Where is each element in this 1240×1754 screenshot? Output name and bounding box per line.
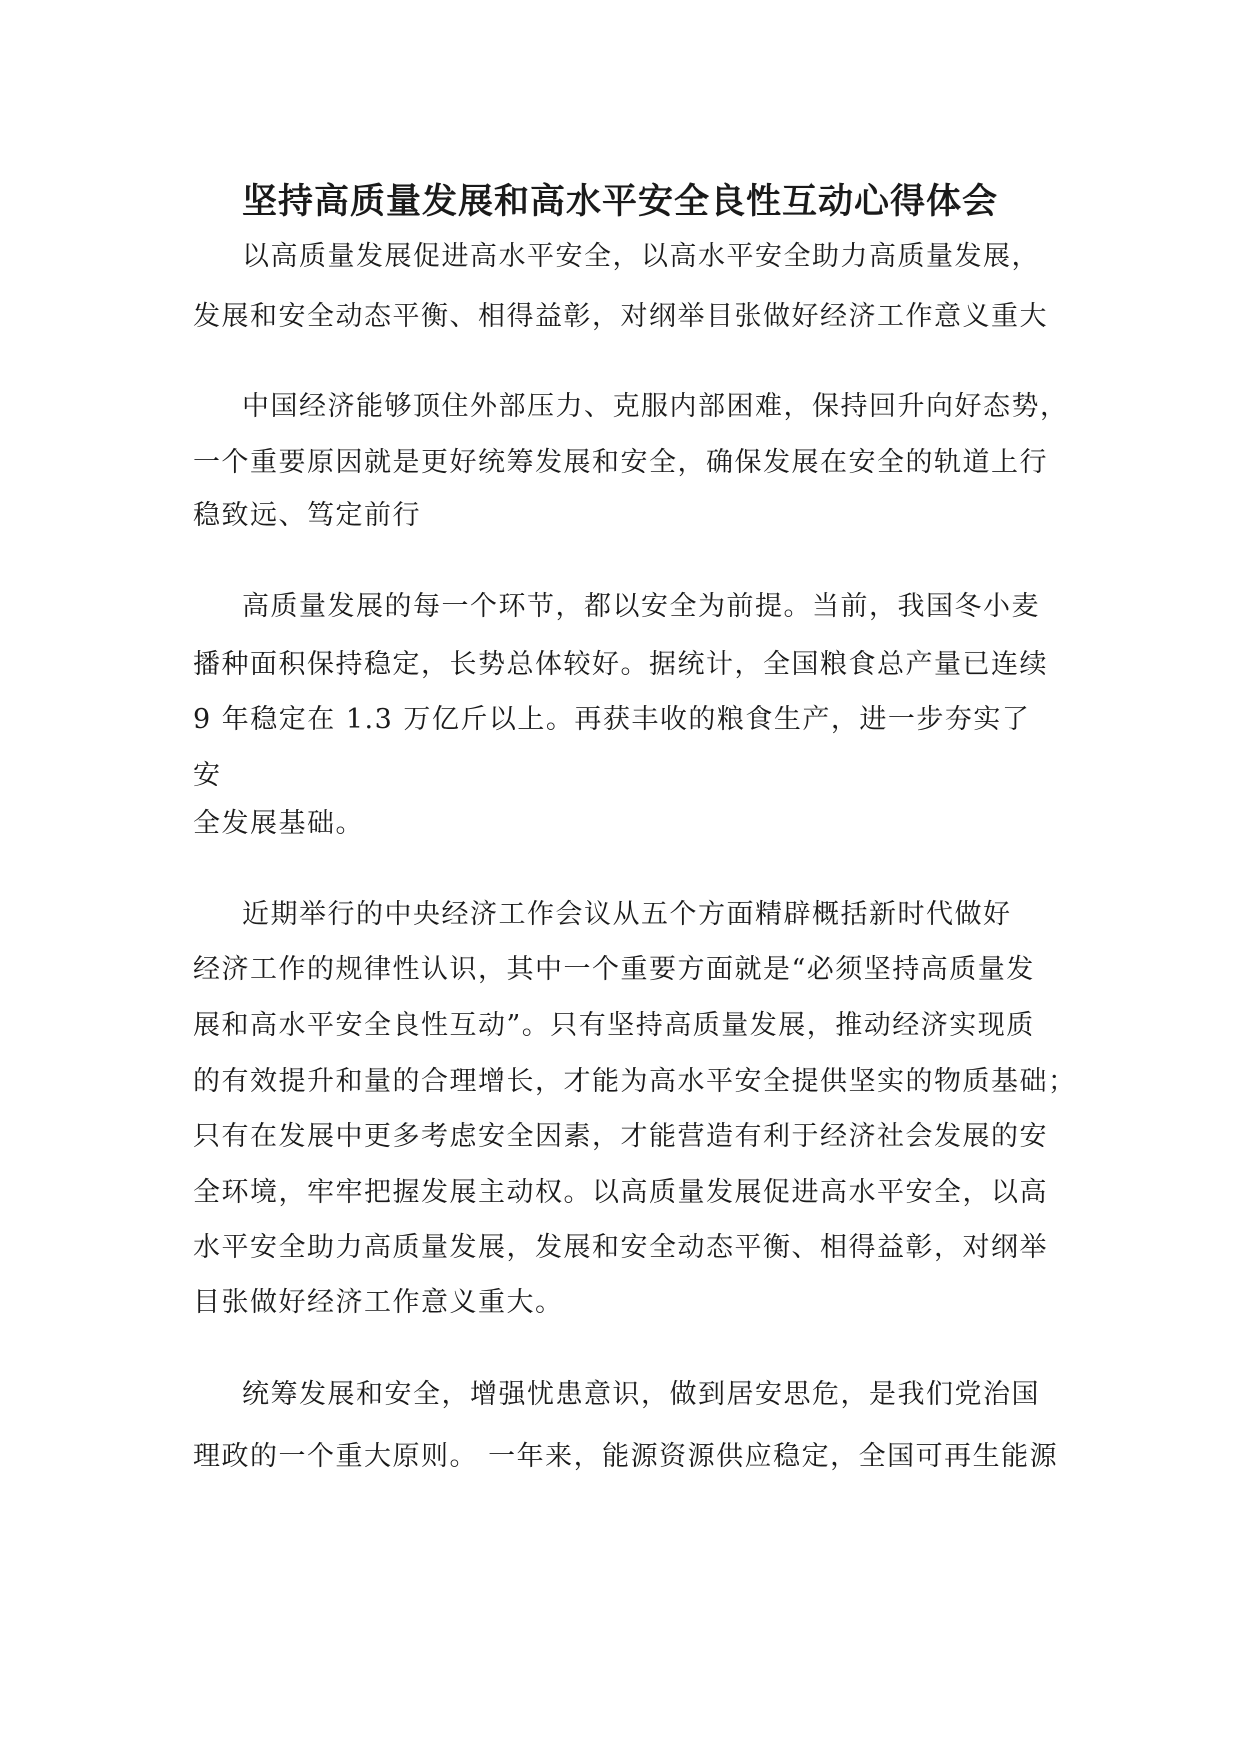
paragraph-5-line-2: 理政的一个重大原则。 一年来，能源资源供应稳定，全国可再生能源	[193, 1441, 1059, 1472]
paragraph-3-line-4: 安	[193, 760, 222, 791]
paragraph-2-line-2: 一个重要原因就是更好统筹发展和安全，确保发展在安全的轨道上行	[193, 447, 1048, 478]
paragraph-4-line-7: 水平安全助力高质量发展，发展和安全动态平衡、相得益彰，对纲举	[193, 1232, 1048, 1263]
paragraph-4-line-8: 目张做好经济工作意义重大。	[193, 1287, 564, 1318]
paragraph-1-line-2: 发展和安全动态平衡、相得益彰，对纲举目张做好经济工作意义重大	[193, 301, 1048, 332]
paragraph-5-line-1: 统筹发展和安全，增强忧患意识，做到居安思危，是我们党治国	[242, 1379, 1040, 1410]
paragraph-3-line-2: 播种面积保持稳定，长势总体较好。据统计，全国粮食总产量已连续	[193, 649, 1048, 680]
paragraph-1-line-1: 以高质量发展促进高水平安全，以高水平安全助力高质量发展，	[242, 241, 1040, 272]
paragraph-2-line-3: 稳致远、笃定前行	[193, 500, 421, 531]
paragraph-4-line-6: 全环境，牢牢把握发展主动权。以高质量发展促进高水平安全，以高	[193, 1177, 1048, 1208]
paragraph-2-line-1: 中国经济能够顶住外部压力、克服内部困难，保持回升向好态势，	[242, 391, 1069, 422]
paragraph-4-line-4: 的有效提升和量的合理增长，才能为高水平安全提供坚实的物质基础；	[193, 1066, 1077, 1097]
paragraph-3-line-5: 全发展基础。	[193, 808, 364, 839]
paragraph-4-line-2: 经济工作的规律性认识，其中一个重要方面就是“必须坚持高质量发	[193, 954, 1035, 985]
paragraph-3-line-1: 高质量发展的每一个环节，都以安全为前提。当前，我国冬小麦	[242, 591, 1040, 622]
paragraph-4-line-5: 只有在发展中更多考虑安全因素，才能营造有利于经济社会发展的安	[193, 1121, 1048, 1152]
document-title: 坚持高质量发展和高水平安全良性互动心得体会	[241, 182, 998, 222]
paragraph-4-line-3: 展和高水平安全良性互动”。只有坚持高质量发展，推动经济实现质	[193, 1010, 1035, 1041]
paragraph-4-line-1: 近期举行的中央经济工作会议从五个方面精辟概括新时代做好	[242, 899, 1012, 930]
paragraph-3-line-3: 9 年稳定在 1.3 万亿斤以上。再获丰收的粮食生产，进一步夯实了	[193, 704, 1031, 735]
